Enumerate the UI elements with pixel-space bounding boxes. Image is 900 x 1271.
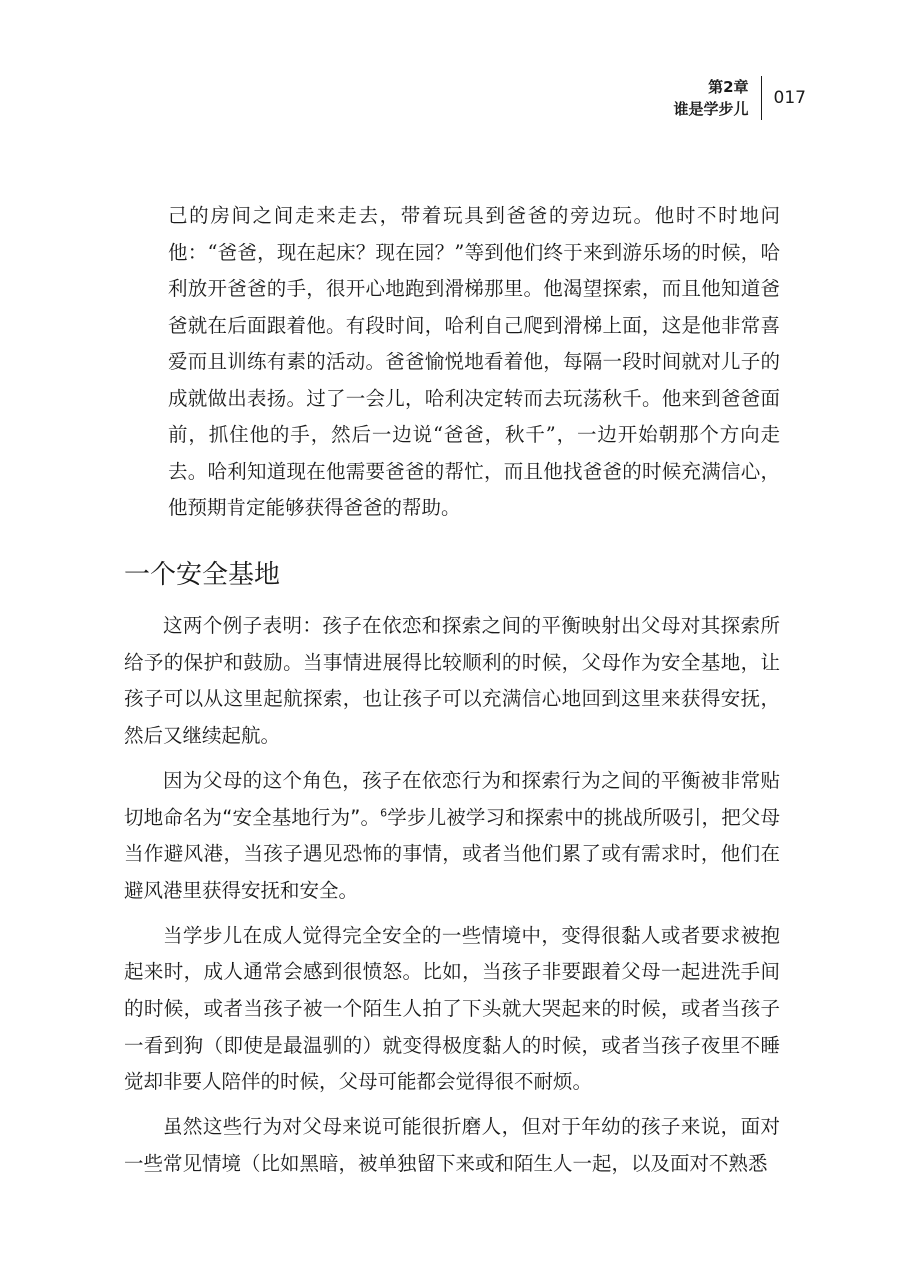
chapter-title: 谁是学步儿 — [673, 100, 749, 118]
paragraph: 虽然这些行为对父母来说可能很折磨人，但对于年幼的孩子来说，面对一些常见情境（比如黑暗，被单独留下来或和陌生人一起，以及面对不熟悉 — [124, 1115, 780, 1175]
paragraph-text: 学步儿被学习和探索中的挑战所吸引，把父母当作避风港，当孩子遇见恐怖的事情，或者当他们累了或有需求时，他们在避风港里获得安抚和安全。 — [124, 805, 780, 902]
section-heading: 一个安全基地 — [124, 560, 281, 590]
paragraph — [124, 763, 780, 910]
footnote-marker[interactable]: 6 — [380, 806, 388, 820]
paragraph-text: 因为父母的这个角色，孩子在依恋行为和探索行为之间的平衡被非常贴切地命名为“安全基地行为”。 — [124, 768, 780, 829]
paragraph: 这两个例子表明：孩子在依恋和探索之间的平衡映射出父母对其探索所给予的保护和鼓励。当事情进展得比较顺利的时候，父母作为安全基地，让孩子可以从这里起航探索，也让孩子可以充满信心地回到这里来获得安抚，然后又继续起航。 — [124, 614, 780, 748]
page-number: 017 — [773, 88, 806, 108]
case-example-text: 己的房间之间走来走去，带着玩具到爸爸的旁边玩。他时不时地问他：“爸爸，现在起床？现在园？”等到他们终于来到游乐场的时候，哈利放开爸爸的手，很开心地跑到滑梯那里。他渴望探索，而且他知道爸爸就在后面跟着他。有段时间，哈利自己爬到滑梯上面，这是他非常喜爱而且训练有素的活动。爸爸愉悦地看着他，每隔一段时间就对儿子的成就做出表扬。过了一会儿，哈利决定转而去玩荡秋千。他来到爸爸面前，抓住他的手，然后一边说“爸爸，秋千”，一边开始朝那个方向走去。哈利知道现在他需要爸爸的帮忙，而且他找爸爸的时候充满信心，他预期肯定能够获得爸爸的帮助。 — [168, 204, 780, 519]
paragraph: 当学步儿在成人觉得完全安全的一些情境中，变得很黏人或者要求被抱起来时，成人通常会感到很愤怒。比如，当孩子非要跟着父母一起进洗手间的时候，或者当孩子被一个陌生人拍了下头就大哭起来的时候，或者当孩子一看到狗（即使是最温驯的）就变得极度黏人的时候，或者当孩子夜里不睡觉却非要人陪伴的时候，父母可能都会觉得很不耐烦。 — [124, 923, 780, 1094]
header-titles — [674, 76, 761, 120]
body-text — [124, 608, 780, 1191]
running-header — [674, 76, 806, 120]
chapter-label: 第2章 — [708, 78, 749, 96]
